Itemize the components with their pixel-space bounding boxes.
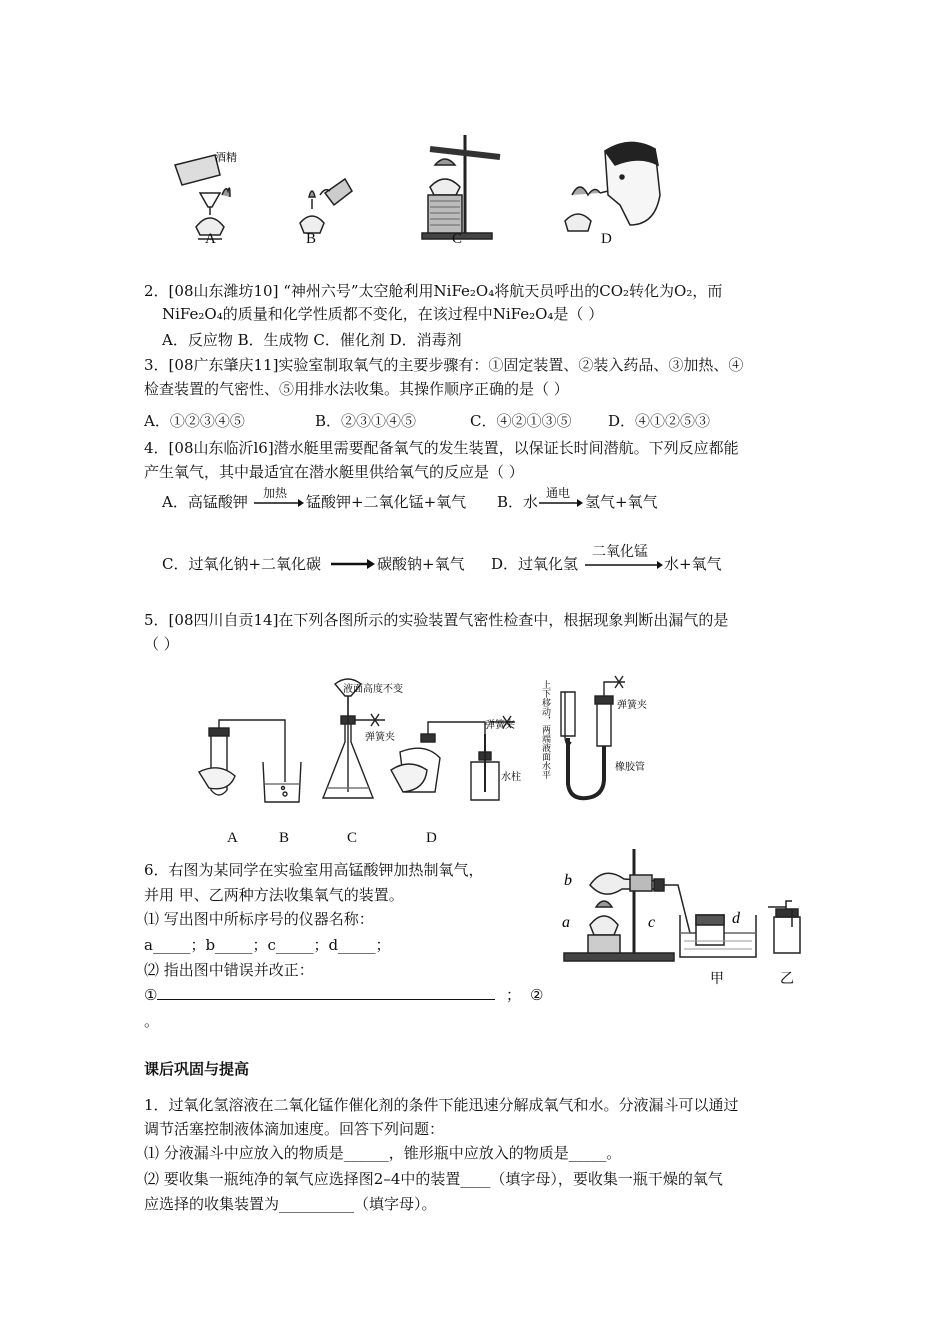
q4-a-arrow bbox=[254, 498, 304, 508]
p1-line3: ⑴ 分液漏斗中应放入的物质是______，锥形瓶中应放入的物质是_____。 bbox=[144, 1144, 622, 1162]
q4-option-b-left: B．水 bbox=[497, 493, 539, 511]
figure-b-drawing bbox=[300, 179, 352, 233]
figure-c-drawing bbox=[422, 135, 500, 239]
q4-option-b-right: 氢气+氧气 bbox=[585, 493, 658, 511]
fig1-label-c: C bbox=[452, 231, 463, 247]
fig-label-jia: 甲 bbox=[710, 971, 724, 985]
q4-line1: 4．[08山东临沂l6]潜水艇里需要配备氧气的发生装置，以保证长时间潜航。下列反应都能 bbox=[144, 439, 739, 457]
p1-line1: 1．过氧化氢溶液在二氧化锰作催化剂的条件下能迅速分解成氧气和水。分液漏斗可以通过 bbox=[144, 1096, 739, 1114]
q6-semicolon: ； bbox=[506, 986, 522, 1004]
q6-answer-1 bbox=[144, 984, 495, 1006]
fig-label-yi: 乙 bbox=[780, 971, 794, 985]
q4-option-c-left: C．过氧化钠+二氧化碳 bbox=[162, 555, 322, 573]
q5-label-a: A bbox=[227, 830, 238, 846]
label-water-column: 水柱 bbox=[501, 772, 521, 783]
fig1-label-a: A bbox=[205, 231, 216, 247]
figure-a-drawing bbox=[175, 155, 230, 239]
fig-label-d: d bbox=[732, 910, 740, 927]
q5-label-d: D bbox=[426, 830, 437, 846]
p1-line5: 应选择的收集装置为__________（填字母）。 bbox=[144, 1195, 437, 1213]
fig1-label-d: D bbox=[601, 231, 612, 247]
section-title: 课后巩固与提高 bbox=[144, 1060, 250, 1078]
q4-option-a-right: 锰酸钾+二氧化锰+氧气 bbox=[306, 493, 467, 511]
figure-oxygen-preparation bbox=[560, 845, 820, 985]
label-hose: 橡胶管 bbox=[615, 762, 645, 773]
q6-line5: ⑵ 指出图中错误并改正： bbox=[144, 961, 314, 979]
q6-period: 。 bbox=[144, 1012, 160, 1030]
q6-circle-2: ② bbox=[530, 986, 544, 1004]
q2-options: A．反应物 B．生成物 C．催化剂 D．消毒剂 bbox=[162, 331, 462, 349]
q4-option-b-condition: 通电 bbox=[546, 486, 571, 500]
p1-line4: ⑵ 要收集一瓶纯净的氧气应选择图2–4中的装置____（填字母），要收集一瓶干燥的氧气 bbox=[144, 1170, 723, 1188]
figure-d-drawing bbox=[565, 142, 660, 231]
q5-line1: 5．[08四川自贡14]在下列各图所示的实验装置气密性检查中，根据现象判断出漏气的是 bbox=[144, 611, 729, 629]
label-move-vertical: 上下移动，两端液面水平 bbox=[540, 680, 550, 779]
alcohol-label: 酒精 bbox=[215, 151, 237, 164]
q6-line2: 并用 甲、乙两种方法收集氧气的装置。 bbox=[144, 886, 404, 904]
q4-option-d-left: D．过氧化氢 bbox=[491, 555, 579, 573]
q4-d-arrow bbox=[585, 560, 663, 570]
fig-label-c: c bbox=[648, 914, 656, 931]
q6-line4: a_____；b_____；c_____；d_____； bbox=[144, 936, 391, 954]
fig1-label-b: B bbox=[306, 231, 317, 247]
label-clamp-right: 弹簧夹 bbox=[617, 700, 647, 711]
q6-line1: 6．右图为某同学在实验室用高锰酸钾加热制氧气， bbox=[144, 861, 484, 879]
q3-line2: 检查装置的气密性、⑤用排水法收集。其操作顺序正确的是（ ） bbox=[144, 380, 569, 398]
q4-line2: 产生氧气，其中最适宜在潜水艇里供给氧气的反应是（ ） bbox=[144, 463, 524, 481]
q4-c-arrow bbox=[331, 559, 375, 569]
q3-option-c: C．④②①③⑤ bbox=[470, 412, 572, 430]
q5-line2: （ ） bbox=[144, 635, 179, 653]
q2-line2: NiFe₂O₄的质量和化学性质都不变化，在该过程中NiFe₂O₄是（ ） bbox=[162, 305, 604, 323]
fig-label-a: a bbox=[562, 914, 570, 931]
q6-circle-1: ① bbox=[144, 986, 158, 1004]
q4-option-d-right: 水+氧气 bbox=[664, 555, 722, 573]
q4-option-d-condition: 二氧化锰 bbox=[592, 544, 648, 560]
q4-b-arrow bbox=[539, 498, 583, 508]
q5-label-c: C bbox=[347, 830, 358, 846]
label-clamp-c: 弹簧夹 bbox=[365, 732, 395, 743]
q3-option-d: D．④①②⑤③ bbox=[608, 412, 711, 430]
q3-line1: 3．[08广东肇庆11]实验室制取氧气的主要步骤有：①固定装置、②装入药品、③加热、④ bbox=[144, 356, 744, 374]
q6-line3: ⑴ 写出图中所标序号的仪器名称： bbox=[144, 910, 374, 928]
figure-airtightness-check bbox=[195, 672, 695, 812]
q6-answer-1-blank[interactable] bbox=[157, 984, 495, 1000]
label-clamp-d: 弹簧夹 bbox=[485, 720, 515, 731]
figure-alcohol-lamp-operations bbox=[160, 135, 665, 255]
q5-label-b: B bbox=[279, 830, 290, 846]
q2-line1: 2．[08山东潍坊10] “神州六号”太空舱利用NiFe₂O₄将航天员呼出的CO₂转化为O₂，而 bbox=[144, 282, 723, 300]
label-level-unchanged: 液面高度不变 bbox=[343, 684, 403, 695]
q4-option-a-condition: 加热 bbox=[263, 486, 288, 500]
q4-option-c-right: 碳酸钠+氧气 bbox=[377, 555, 465, 573]
fig-label-b: b bbox=[564, 872, 572, 889]
q3-option-b: B．②③①④⑤ bbox=[315, 412, 417, 430]
q4-option-a-left: A．高锰酸钾 bbox=[162, 493, 248, 511]
p1-line2: 调节活塞控制液体滴加速度。回答下列问题： bbox=[144, 1120, 445, 1138]
q3-option-a: A．①②③④⑤ bbox=[144, 412, 245, 430]
